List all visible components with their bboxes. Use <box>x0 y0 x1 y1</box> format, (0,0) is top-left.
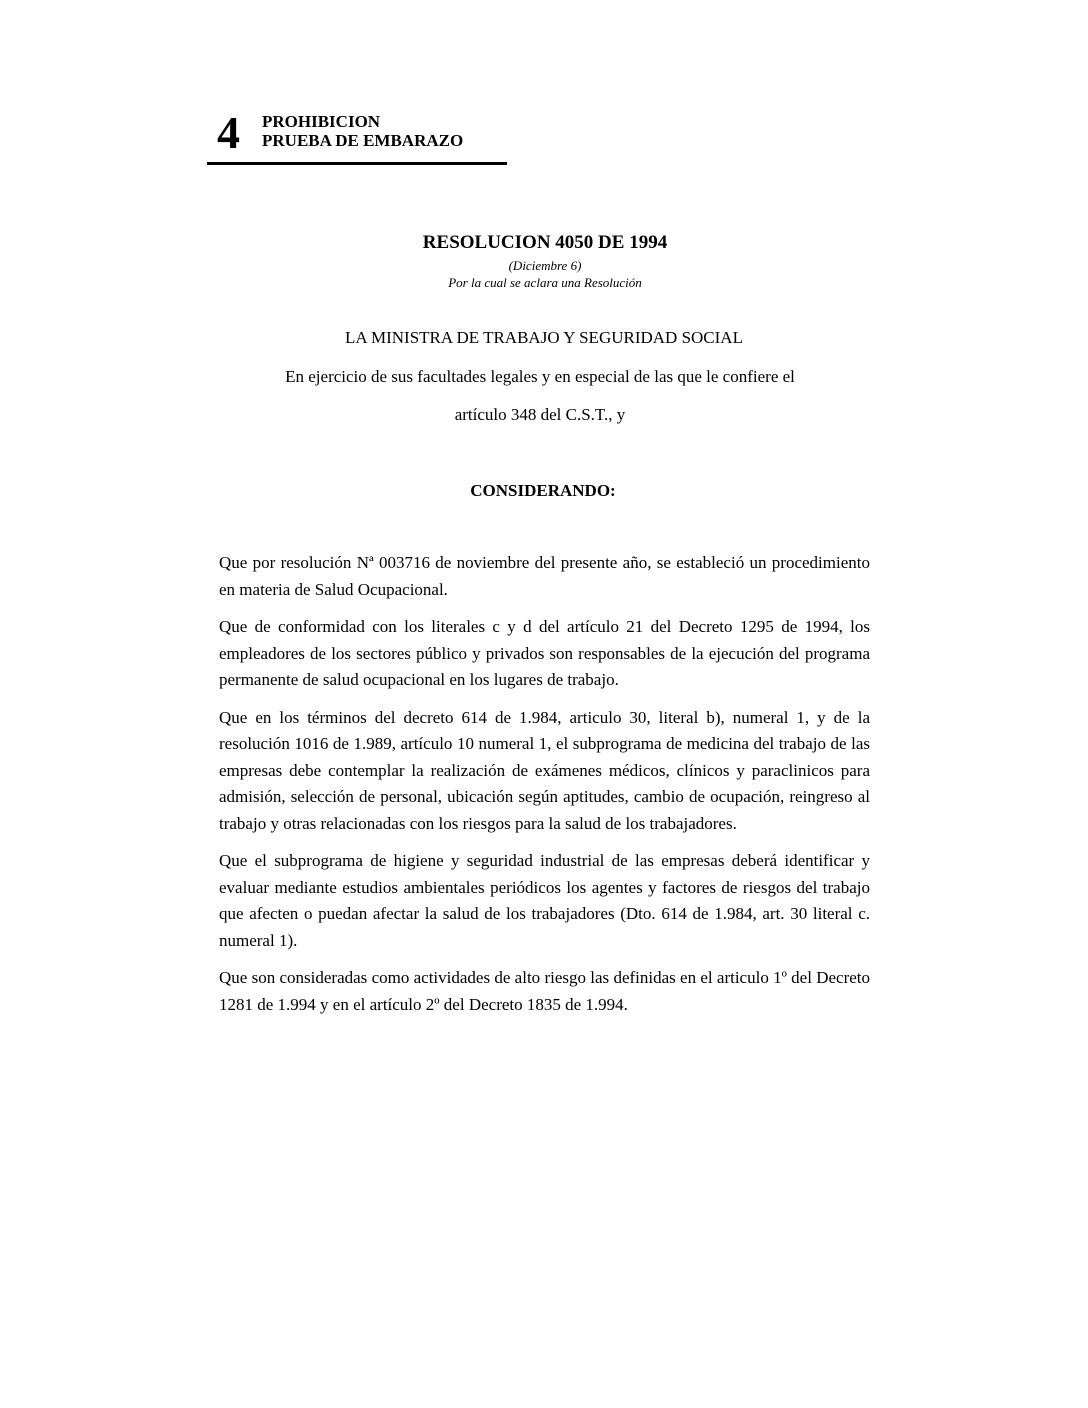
resolution-date: (Diciembre 6) <box>508 258 582 273</box>
resolution-subtitle: Por la cual se aclara una Resolución <box>448 275 642 290</box>
paragraph: Que el subprograma de higiene y seguridad industrial de las empresas deberá identificar y evaluar mediante estudios ambientales periódicos los agentes y factores de riesgos del trabajo que afecten o puedan afectar la salud de los trabajadores (Dto. 614 de 1.984, art. 30 literal c. numeral 1). <box>219 851 870 950</box>
resolution-title: RESOLUCION 4050 DE 1994 <box>422 232 668 253</box>
issuing-authority: LA MINISTRA DE TRABAJO Y SEGURIDAD SOCIAL <box>345 328 743 347</box>
chapter-number: 4 <box>217 107 240 158</box>
powers-line-2: artículo 348 del C.S.T., y <box>454 405 626 424</box>
chapter-title <box>262 112 463 150</box>
paragraph: Que de conformidad con los literales c y d del artículo 21 del Decreto 1295 de 1994, los empleadores de los sectores público y privados son responsables de la ejecución del programa permanente de salud ocupacional en los lugares de trabajo. <box>219 617 870 689</box>
considerations-body <box>219 550 870 1029</box>
chapter-divider <box>207 162 507 165</box>
considering-heading: CONSIDERANDO: <box>470 481 616 500</box>
paragraph: Que en los términos del decreto 614 de 1.984, articulo 30, literal b), numeral 1, y de la resolución 1016 de 1.989, artículo 10 numeral 1, el subprograma de medicina del trabajo de las empresas debe contemplar la realización de exámenes médicos, clínicos y paraclinicos para admisión, selección de personal, ubicación según aptitudes, cambio de ocupación, reingreso al trabajo y otras relacionadas con los riesgos para la salud de los trabajadores. <box>219 707 870 833</box>
chapter-title-line-2: PRUEBA DE EMBARAZO <box>262 131 464 150</box>
chapter-header <box>207 108 507 168</box>
paragraph: Que son consideradas como actividades de alto riesgo las definidas en el articulo 1º del Decreto 1281 de 1.994 y en el artículo 2º del Decreto 1835 de 1.994. <box>219 968 870 1014</box>
powers-line-1: En ejercicio de sus facultades legales y en especial de las que le confiere el <box>285 367 795 386</box>
chapter-title-line-1: PROHIBICION <box>262 112 381 131</box>
paragraph: Que por resolución Nª 003716 de noviembre del presente año, se estableció un procedimiento en materia de Salud Ocupacional. <box>219 553 870 599</box>
